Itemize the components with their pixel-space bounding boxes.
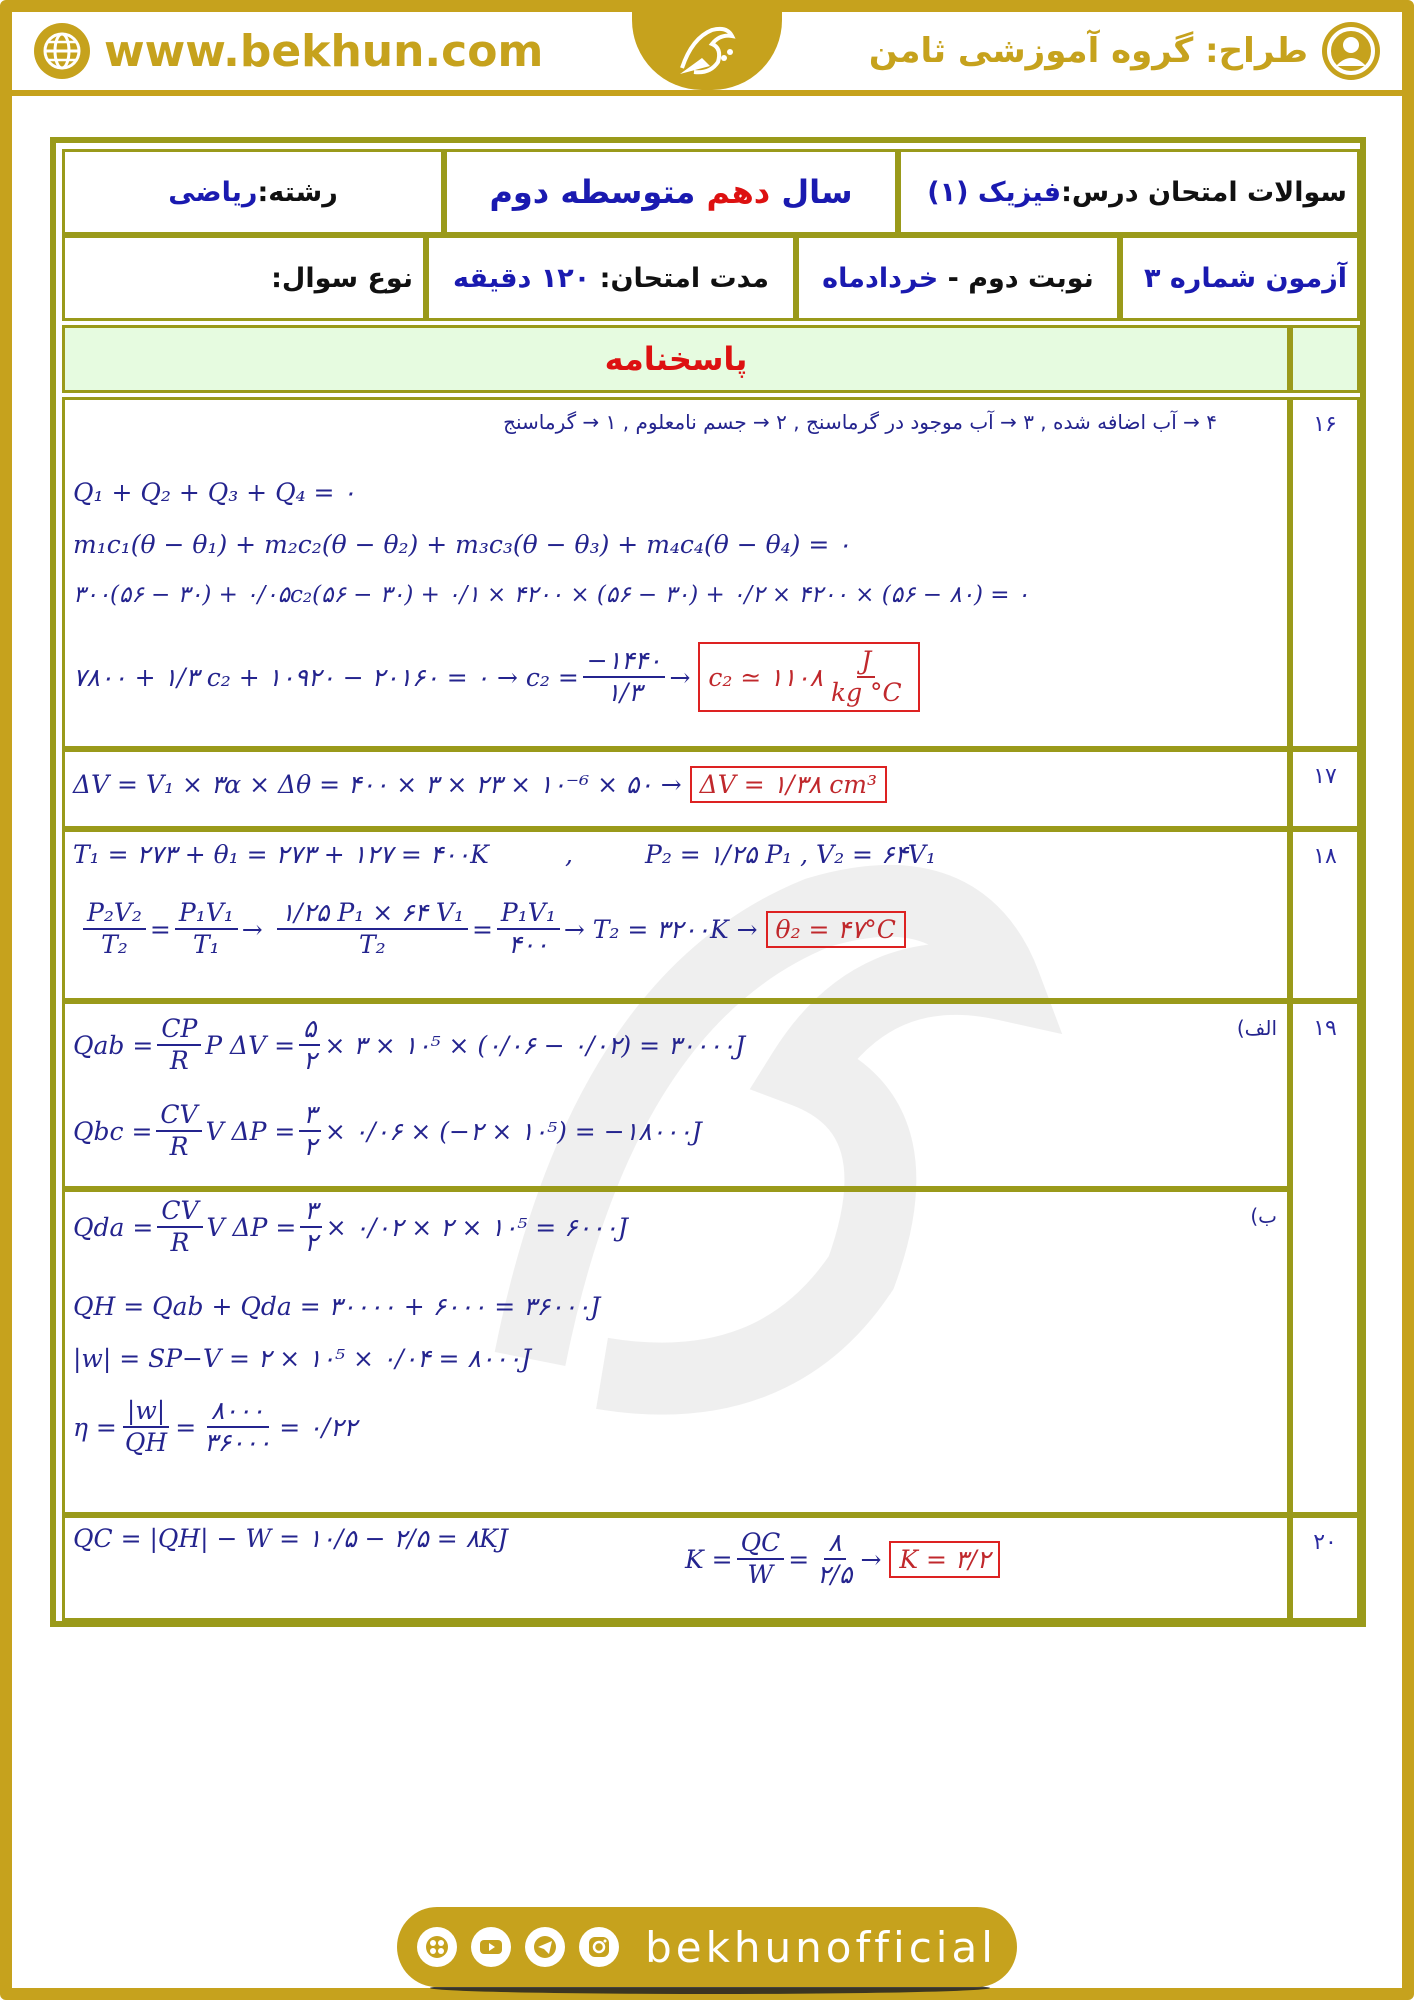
designer-credit bbox=[869, 22, 1380, 80]
q18-tail: → T₂ = ۳۲۰۰K → bbox=[563, 914, 758, 944]
q19-number-cell bbox=[1290, 1001, 1360, 1515]
q19a-l2-lhs: Qbc = bbox=[73, 1116, 153, 1146]
instagram-icon[interactable] bbox=[579, 1927, 619, 1967]
q19b-l4-frac2-num: ۸۰۰۰ bbox=[207, 1396, 269, 1428]
q18-line1a: T₁ = ۲۷۳ + θ₁ = ۲۷۳ + ۱۲۷ = ۴۰۰K bbox=[73, 840, 489, 869]
q20-arrow: → bbox=[860, 1544, 882, 1574]
q19b-l4-frac2-den: ۳۶۰۰۰ bbox=[204, 1428, 272, 1457]
q20-frac2-num: ۸ bbox=[824, 1528, 845, 1560]
q16-answer-box bbox=[698, 642, 919, 712]
q16-line4 bbox=[73, 642, 920, 712]
q19b-line2: QH = Qab + Qda = ۳۰۰۰۰ + ۶۰۰۰ = ۳۶۰۰۰J bbox=[73, 1292, 601, 1321]
q19a-l1-frac-den: R bbox=[169, 1046, 189, 1075]
course-name: فیزیک (۱) bbox=[927, 176, 1062, 208]
q19a-l1-frac-num: CP bbox=[157, 1014, 201, 1046]
duration-value: ۱۲۰ دقیقه bbox=[453, 262, 591, 294]
q18-frac4 bbox=[497, 898, 560, 960]
q16-unit-den: kg °C bbox=[830, 678, 902, 707]
q19a-l2-frac-den: R bbox=[169, 1132, 189, 1161]
q16-unit-fraction bbox=[827, 646, 906, 708]
q20-line2 bbox=[685, 1528, 1000, 1590]
q19b-l1-coef-num: ۳ bbox=[300, 1196, 321, 1228]
q16-line1: Q₁ + Q₂ + Q₃ + Q₄ = ۰ bbox=[73, 478, 356, 507]
q19-number: ۱۹ bbox=[1313, 1016, 1337, 1041]
user-icon bbox=[1322, 22, 1380, 80]
q16-line3: ۳۰۰(۵۶ − ۳۰) + ۰/۰۵c₂(۵۶ − ۳۰) + ۰/۱ × ۴۲۰۰ × (۵۶ − ۳۰) + ۰/۲ × ۴۲۰۰ × (۵۶ − ۸۰) = ۰ bbox=[73, 582, 1030, 608]
social-footer bbox=[397, 1907, 1017, 1987]
q19a-l1-lhs: Qab = bbox=[73, 1030, 154, 1060]
q16-arrow: → bbox=[669, 662, 691, 692]
q16-frac-num: −۱۴۴۰ bbox=[583, 646, 666, 678]
q18-frac3-num: ۱/۲۵ P₁ × ۶۴ V₁ bbox=[277, 898, 468, 930]
youtube-icon[interactable] bbox=[471, 1927, 511, 1967]
q18-frac3-den: T₂ bbox=[359, 930, 386, 959]
q18-eq1: = bbox=[149, 914, 171, 944]
field-label: رشته: bbox=[257, 176, 338, 208]
q18-frac4-num: P₁V₁ bbox=[497, 898, 560, 930]
q18-number: ۱۸ bbox=[1313, 844, 1337, 869]
q18-frac1 bbox=[83, 898, 146, 960]
q20-frac1-num: QC bbox=[737, 1528, 785, 1560]
grade-word2: دهم bbox=[706, 173, 771, 211]
q19a-l1-rhs: P ΔV = bbox=[205, 1030, 296, 1060]
q19b-l1-tail: × ۰/۰۲ × ۲ × ۱۰⁵ = ۶۰۰۰J bbox=[325, 1212, 628, 1242]
q20-answer: K = ۳/۲ bbox=[889, 1541, 1000, 1578]
q20-number: ۲۰ bbox=[1313, 1530, 1337, 1555]
q16-legend: ۴ → آب اضافه شده , ۳ → آب موجود در گرماسنج , ۲ → جسم نامعلوم , ۱ → گرماسنج bbox=[503, 410, 1217, 434]
q16-answer: c₂ ≃ ۱۱۰۸ bbox=[708, 662, 823, 692]
exam-number-cell bbox=[1120, 235, 1360, 321]
q19b-l4-frac1-num: |w| bbox=[123, 1396, 169, 1428]
q19b-l4-frac1 bbox=[121, 1396, 171, 1458]
q20-frac1-den: W bbox=[747, 1560, 774, 1589]
q19a-line2 bbox=[73, 1100, 702, 1162]
answer-sheet-title: پاسخنامه bbox=[604, 340, 748, 378]
session-label: نوبت دوم - bbox=[947, 262, 1094, 294]
q18-solution bbox=[62, 829, 1290, 1001]
q17-solution bbox=[62, 749, 1290, 829]
field-cell bbox=[62, 149, 444, 235]
q19-part-a: الف) bbox=[1236, 1016, 1277, 1040]
exam-sheet bbox=[50, 137, 1366, 1627]
q19a-l2-tail: × ۰/۰۶ × (−۲ × ۱۰⁵) = −۱۸۰۰۰J bbox=[324, 1116, 702, 1146]
q20-line1: QC = |QH| − W = ۱۰/۵ − ۲/۵ = ۸KJ bbox=[73, 1524, 508, 1553]
q17-line1 bbox=[73, 766, 887, 803]
aparat-icon[interactable] bbox=[417, 1927, 457, 1967]
course-cell bbox=[898, 149, 1360, 235]
q19a-l1-coef-den: ۲ bbox=[303, 1046, 317, 1075]
q18-frac1-den: T₂ bbox=[101, 930, 128, 959]
q19b-l4-frac1-den: QH bbox=[124, 1428, 168, 1457]
q19b-l4-lhs: η = bbox=[73, 1412, 117, 1442]
q16-number: ۱۶ bbox=[1313, 412, 1337, 437]
q19b-l1-frac-num: CV bbox=[157, 1196, 202, 1228]
q19a-line1 bbox=[73, 1014, 745, 1076]
q16-solution bbox=[62, 397, 1290, 749]
q19b-l1-rhs: V ΔP = bbox=[206, 1212, 297, 1242]
q16-number-cell bbox=[1290, 397, 1360, 749]
q19b-solution bbox=[62, 1189, 1290, 1515]
q19a-l1-tail: × ۳ × ۱۰⁵ × (۰/۰۶ − ۰/۰۲) = ۳۰۰۰۰J bbox=[324, 1030, 746, 1060]
duration-cell bbox=[426, 235, 796, 321]
social-handle[interactable]: bekhunofficial bbox=[645, 1922, 997, 1972]
q18-eq2: = bbox=[471, 914, 493, 944]
q18-frac2 bbox=[175, 898, 238, 960]
q19a-l2-coef-den: ۲ bbox=[303, 1132, 317, 1161]
q17-answer: ΔV = ۱/۳۸ cm³ bbox=[690, 766, 887, 803]
q18-line1c: P₂ = ۱/۲۵ P₁ , V₂ = ۶۴V₁ bbox=[645, 840, 936, 869]
question-type: نوع سوال: bbox=[271, 262, 413, 294]
q19b-l4-frac2 bbox=[200, 1396, 275, 1458]
q20-solution bbox=[62, 1515, 1290, 1621]
q19b-l4-eq: = bbox=[175, 1412, 197, 1442]
duration-label: مدت امتحان: bbox=[599, 262, 769, 294]
q19a-l1-coef bbox=[299, 1014, 320, 1076]
q19a-l2-frac-num: CV bbox=[156, 1100, 201, 1132]
answer-sheet-bar bbox=[62, 325, 1290, 393]
q20-frac2-den: ۲/۵ bbox=[817, 1560, 853, 1589]
q16-line2: m₁c₁(θ − θ₁) + m₂c₂(θ − θ₂) + m₃c₃(θ − θ₃) + m₄c₄(θ − θ₄) = ۰ bbox=[73, 530, 851, 559]
q19b-l1-coef-den: ۲ bbox=[304, 1228, 318, 1257]
q20-k-lhs: K = bbox=[685, 1544, 733, 1574]
question-type-cell bbox=[62, 235, 426, 321]
q18-number-cell bbox=[1290, 829, 1360, 1001]
title-prefix: سوالات امتحان درس: bbox=[1061, 176, 1347, 208]
answer-sheet-num-cell bbox=[1290, 325, 1360, 393]
q18-line1b: , bbox=[565, 840, 573, 869]
q18-arrow1: → bbox=[241, 914, 263, 944]
q18-frac2-den: T₁ bbox=[192, 930, 220, 959]
grade-word3: متوسطه دوم bbox=[489, 173, 696, 211]
session-cell bbox=[796, 235, 1120, 321]
q18-frac2-num: P₁V₁ bbox=[175, 898, 238, 930]
q19b-l1-frac-den: R bbox=[170, 1228, 190, 1257]
q19b-l4-tail: = ۰/۲۲ bbox=[279, 1412, 357, 1442]
q19b-line1 bbox=[73, 1196, 628, 1258]
q18-frac3 bbox=[277, 898, 468, 960]
q19a-l2-frac bbox=[156, 1100, 201, 1162]
q19b-line3: |w| = SP−V = ۲ × ۱۰⁵ × ۰/۰۴ = ۸۰۰۰J bbox=[73, 1344, 532, 1373]
globe-icon bbox=[34, 23, 90, 79]
q18-answer: θ₂ = ۴۷°C bbox=[766, 911, 906, 948]
q20-frac2 bbox=[813, 1528, 856, 1590]
q19a-solution bbox=[62, 1001, 1290, 1189]
q19a-l2-coef-num: ۳ bbox=[299, 1100, 320, 1132]
q18-frac1-num: P₂V₂ bbox=[83, 898, 146, 930]
field-value: ریاضی bbox=[168, 176, 258, 208]
q19a-l1-frac bbox=[157, 1014, 201, 1076]
q18-frac4-den: ۴۰۰ bbox=[508, 930, 549, 959]
q20-number-cell bbox=[1290, 1515, 1360, 1621]
telegram-icon[interactable] bbox=[525, 1927, 565, 1967]
q19-part-b: ب) bbox=[1250, 1204, 1277, 1228]
q19a-l2-rhs: V ΔP = bbox=[205, 1116, 296, 1146]
q17-number-cell bbox=[1290, 749, 1360, 829]
q16-unit-num: J bbox=[857, 646, 875, 678]
designer-text: طراح: گروه آموزشی ثامن bbox=[868, 31, 1308, 71]
q20-eq: = bbox=[788, 1544, 810, 1574]
q16-line4-text: ۷۸۰۰ + ۱/۳ c₂ + ۱۰۹۲۰ − ۲۰۱۶۰ = ۰ → c₂ = bbox=[73, 662, 579, 692]
q19b-l1-coef bbox=[300, 1196, 321, 1258]
site-url[interactable]: www.bekhun.com bbox=[104, 25, 544, 77]
q19b-line4 bbox=[73, 1396, 357, 1458]
q19b-l1-lhs: Qda = bbox=[73, 1212, 154, 1242]
q16-frac-den: ۱/۳ bbox=[606, 678, 642, 707]
grade-cell bbox=[444, 149, 898, 235]
q17-equation: ΔV = V₁ × ۳α × Δθ = ۴۰۰ × ۳ × ۲۳ × ۱۰⁻⁶ × ۵۰ → bbox=[73, 770, 682, 799]
site-link[interactable] bbox=[34, 22, 543, 80]
q16-fraction bbox=[583, 646, 666, 708]
q20-frac1 bbox=[737, 1528, 785, 1590]
grade-word1: سال bbox=[781, 173, 853, 211]
q19a-l1-coef-num: ۵ bbox=[299, 1014, 320, 1046]
q19b-l1-frac bbox=[157, 1196, 202, 1258]
q17-number: ۱۷ bbox=[1313, 764, 1337, 789]
exam-number: آزمون شماره ۳ bbox=[1143, 262, 1347, 294]
session-month: خردادماه bbox=[822, 262, 939, 294]
q18-line2 bbox=[79, 898, 906, 960]
q19a-l2-coef bbox=[299, 1100, 320, 1162]
